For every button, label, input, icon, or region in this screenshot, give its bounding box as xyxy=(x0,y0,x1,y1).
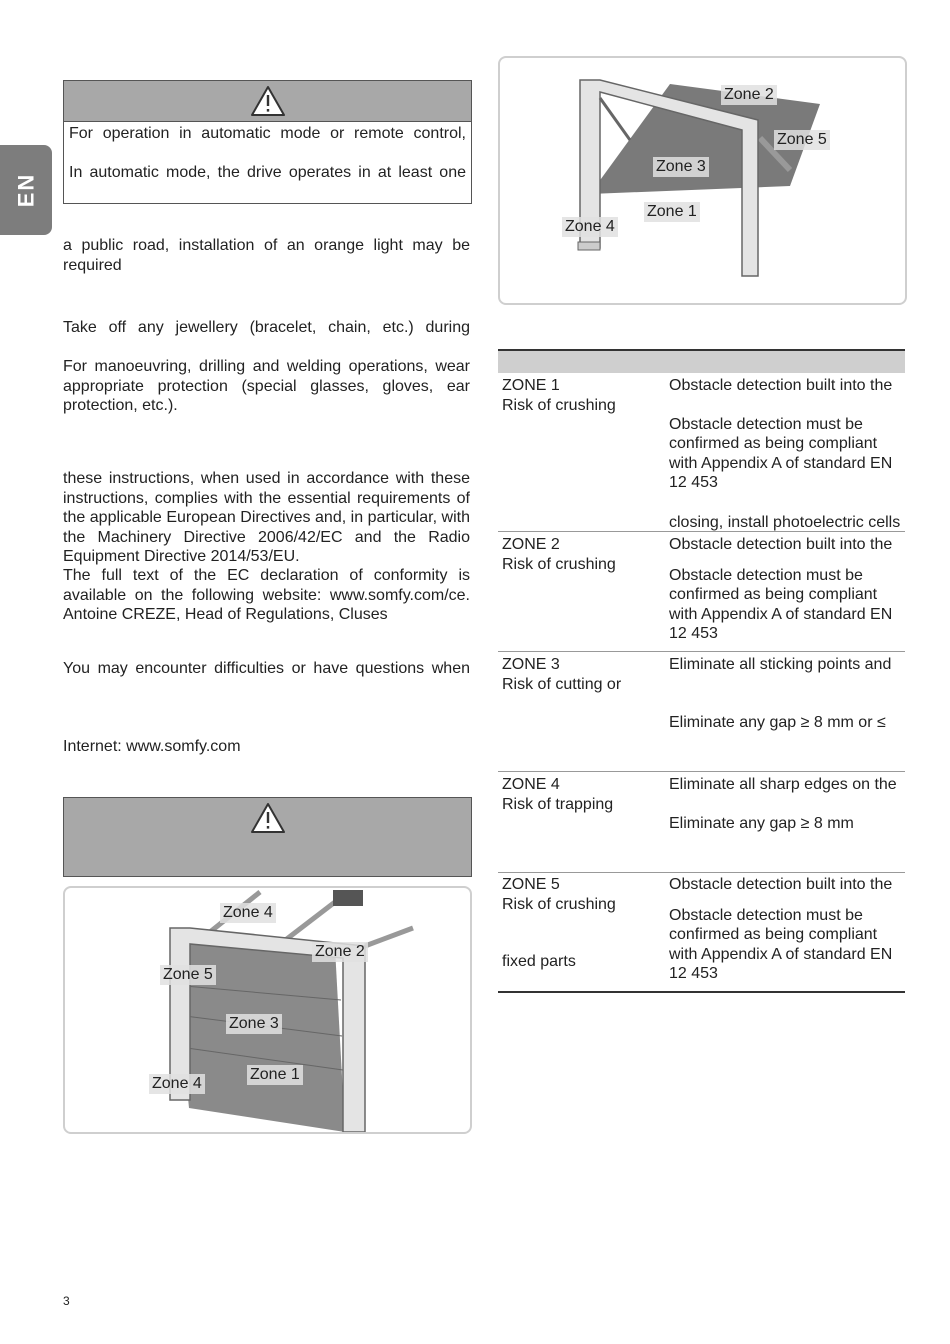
top-figure-zone-4: Zone 4 xyxy=(562,217,618,237)
top-figure-zone-5: Zone 5 xyxy=(774,130,830,150)
zone-label: ZONE 3 xyxy=(502,656,560,673)
warning-box-2 xyxy=(63,797,472,877)
figure-tilting-door xyxy=(498,56,907,305)
paragraph-declaration: The full text of the EC declaration of conformity is available on the following website: www.somfy.com/ce. Antoine CREZE, Head of Regulations, Cluses xyxy=(63,567,470,623)
bottom-figure-zone-4-top: Zone 4 xyxy=(220,903,276,923)
zone-label: ZONE 1 xyxy=(502,377,560,394)
risk-label: Risk of trapping xyxy=(502,795,614,813)
risk-label-2: fixed parts xyxy=(502,953,576,970)
table-row xyxy=(498,775,905,873)
warning-header xyxy=(64,81,471,122)
measure-b: Obstacle detection must be confirmed as being compliant with Appendix A of standard EN 12 453 xyxy=(669,566,893,642)
measure-b: Eliminate any gap ≥ 8 mm xyxy=(669,814,854,832)
warning-icon xyxy=(250,802,286,834)
language-tab xyxy=(0,145,52,235)
measure-a: Obstacle detection built into the xyxy=(669,377,893,394)
risk-label: Risk of crushing xyxy=(502,555,616,573)
sectional-door-illustration xyxy=(65,888,470,1132)
bottom-figure-zone-5: Zone 5 xyxy=(160,965,216,985)
paragraph-conformity: these instructions, when used in accordance with these instructions, complies with the essential requirements of the applicable European Directives and, in particular, with the Machinery Directive 2006/42/EC and the Radio Equipment Directive 2014/53/EU. xyxy=(63,470,470,565)
zone-label: ZONE 2 xyxy=(502,536,560,553)
measure-b: Eliminate any gap ≥ 8 mm or ≤ xyxy=(669,713,886,731)
zone-label: ZONE 4 xyxy=(502,776,560,793)
table-row xyxy=(498,535,905,652)
page-number: 3 xyxy=(63,1294,70,1308)
warning-1-line2: In automatic mode, the drive operates in at least one xyxy=(69,164,466,181)
table-row xyxy=(498,875,905,993)
measure-a: Obstacle detection built into the xyxy=(669,876,893,893)
measure-b: Obstacle detection must be confirmed as being compliant with Appendix A of standard EN 12 453 xyxy=(669,415,893,491)
paragraph-internet: Internet: www.somfy.com xyxy=(63,738,241,755)
tilting-door-illustration xyxy=(500,58,905,303)
warning-box-1 xyxy=(63,80,472,204)
figure-sectional-door xyxy=(63,886,472,1134)
warning-1-line1: For operation in automatic mode or remote control, xyxy=(69,125,466,142)
bottom-figure-zone-2: Zone 2 xyxy=(312,942,368,962)
table-row xyxy=(498,655,905,772)
measure-c: closing, install photoelectric cells xyxy=(669,513,901,531)
table-row xyxy=(498,376,905,532)
paragraph-orange-light: a public road, installation of an orange light may be required xyxy=(63,237,470,274)
warning-icon xyxy=(250,85,286,117)
top-figure-zone-2: Zone 2 xyxy=(721,85,777,105)
risk-label: Risk of cutting or xyxy=(502,675,622,693)
risk-label: Risk of crushing xyxy=(502,396,616,414)
measure-a: Eliminate all sticking points and xyxy=(669,656,892,673)
measure-b: Obstacle detection must be confirmed as being compliant with Appendix A of standard EN 12 453 xyxy=(669,906,893,982)
top-figure-zone-1: Zone 1 xyxy=(644,202,700,222)
measure-a: Eliminate all sharp edges on the xyxy=(669,776,897,793)
paragraph-difficulties: You may encounter difficulties or have questions when xyxy=(63,660,470,677)
zone-label: ZONE 5 xyxy=(502,876,560,893)
language-tab-label: EN xyxy=(13,172,38,208)
risk-label: Risk of crushing xyxy=(502,895,616,913)
zone-table-header xyxy=(498,349,905,373)
paragraph-protection: For manoeuvring, drilling and welding operations, wear appropriate protection (special glasses, gloves, ear protection, etc.). xyxy=(63,358,470,414)
bottom-figure-zone-3: Zone 3 xyxy=(226,1014,282,1034)
bottom-figure-zone-1: Zone 1 xyxy=(247,1065,303,1085)
top-figure-zone-3: Zone 3 xyxy=(653,157,709,177)
bottom-figure-zone-4-bottom: Zone 4 xyxy=(149,1074,205,1094)
measure-a: Obstacle detection built into the xyxy=(669,536,893,553)
paragraph-jewellery: Take off any jewellery (bracelet, chain, etc.) during xyxy=(63,319,470,336)
